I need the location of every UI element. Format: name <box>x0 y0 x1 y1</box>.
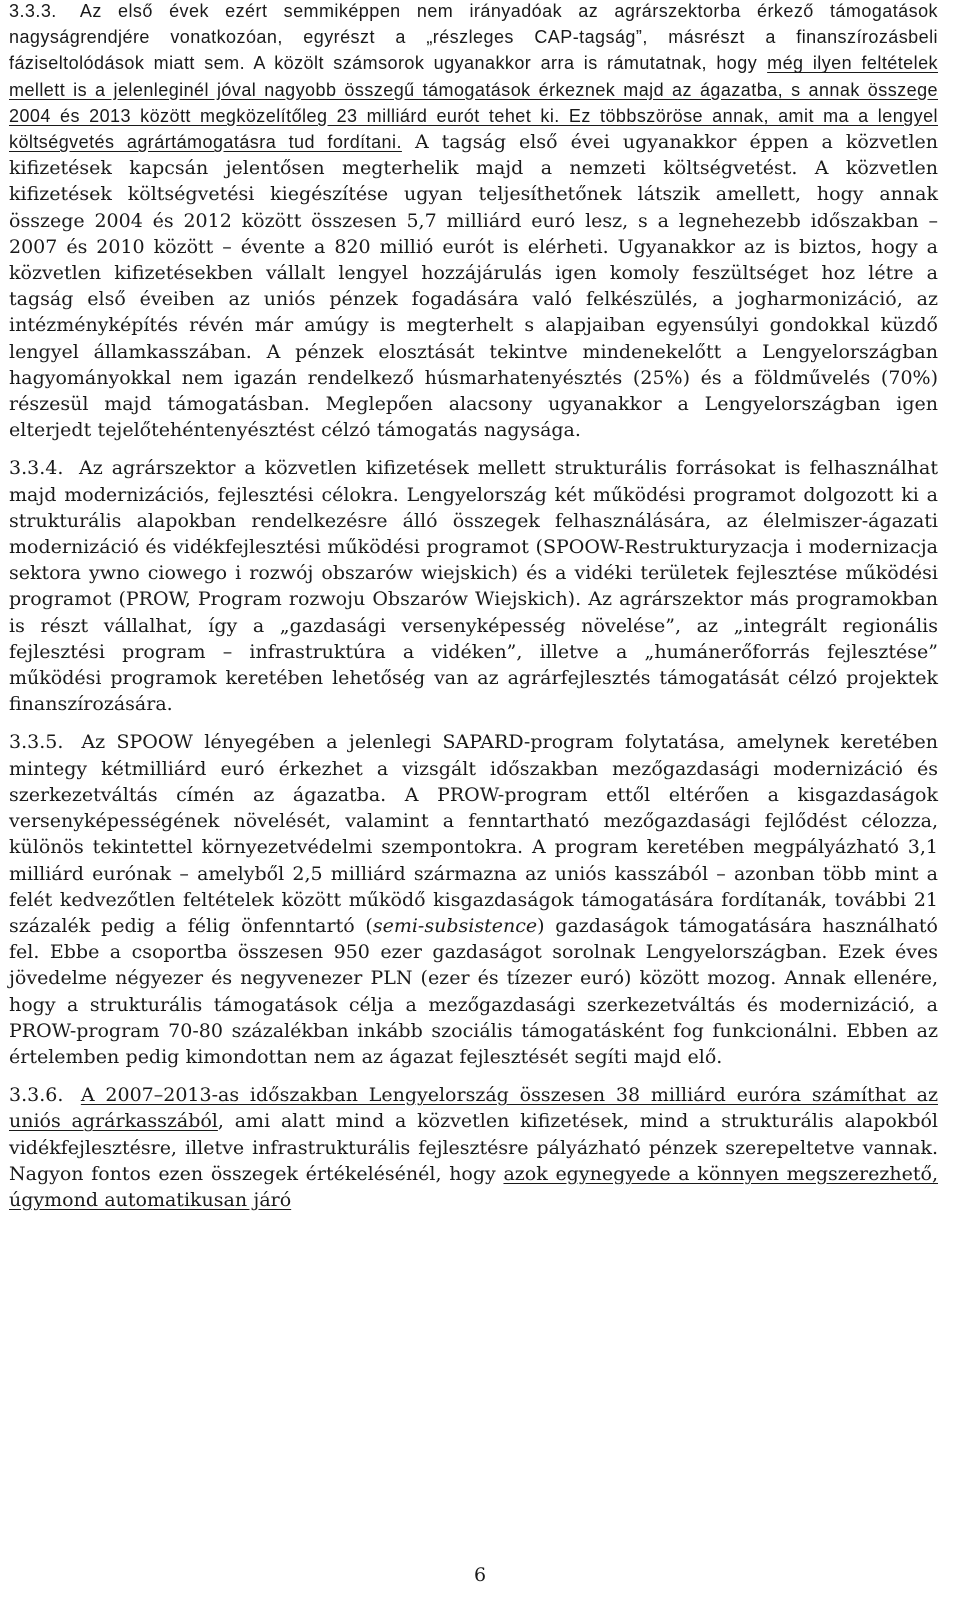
paragraph-3-3-4 <box>9 455 938 717</box>
section-number: 3.3.5. <box>9 731 64 754</box>
page-number: 6 <box>473 1564 487 1586</box>
paragraph-text: Az SPOOW lényegében a jelenlegi SAPARD-program folytatása, amelynek keretében mintegy kétmilliárd euró érkezhet a vizsgált időszakban mezőgazdasági modernizáció és szerkezetváltás címén az ágazatba. A PROW-program ettől eltérően a kisgazdaságok versenyképességének növelését, valamint a fenntartható mezőgazdasági fejlődést célozza, különös tekintettel környezetvédelmi szempontokra. A program keretében megpályázható 3,1 milliárd eurónak – amelyből 2,5 milliárd származna az uniós kasszából – azonban több mint a felét kedvezőtlen feltételek között működő kisgazdaságok támogatására fordítanák, további 21 százalék pedig a félig önfenntartó ( <box>9 731 938 937</box>
section-number: 3.3.4. <box>9 457 64 480</box>
section-number: 3.3.6. <box>9 1084 64 1107</box>
paragraph-text: , ami alatt mind a közvetlen kifizetések, mind a strukturális alapokból vidékfejlesztésre, illetve infrastrukturális fejlesztésre pályázható pénzek szerepeltetve vannak. Nagyon fontos ezen összegek értékelésénél, hogy <box>9 1110 938 1185</box>
paragraph-text: A tagság első évei ugyanakkor éppen a közvetlen kifizetések kapcsán jelentősen megterhelik majd a nemzeti költségvetést. A közvetlen kifizetések költségvetési kiegészítése ugyan teljesíthetőnek látszik amellett, hogy annak összege 2004 és 2012 között összesen 5,7 milliárd euró lesz, s a legnehezebb időszakban – 2007 és 2010 között – évente a 820 millió eurót is elérheti. Ugyanakkor az is biztos, hogy a közvetlen kifizetésekben vállalt lengyel hozzájárulás igen komoly feszültséget hoz létre a tagság első éveiben az uniós pénzek fogadására való felkészülés, a jogharmonizáció, az intézményképítés révén már amúgy is megterhelt s alapjaiban egyensúlyi gondokkal küzdő lengyel államkasszában. A pénzek elosztását tekintve mindenekelőtt a Lengyelországban hagyományokkal nem igazán rendelkező húsmarhatenyésztés (25%) és a földművelés (70%) részesül majd támogatásban. Meglepően alacsony ugyanakkor a Lengyelországban igen elterjedt tejelőtehéntenyésztést célzó támogatás nagysága. <box>9 131 938 442</box>
underlined-text: még ilyen feltételek mellett is a jelenleginél jóval nagyobb összegű támogatások érkeznek majd az ágazatba, s annak összege 2004 és 2013 között megközelítőleg 23 milliárd eurót tehet ki. Ez többszöröse annak, amit ma a lengyel költségvetés agrártámogatásra tud fordítani. <box>9 53 939 153</box>
paragraph-3-3-5 <box>9 729 938 1070</box>
underlined-text: azok egynegyede a könnyen megszerezhető, úgymond automatikusan járó <box>9 1162 938 1211</box>
paragraph-3-3-3 <box>9 0 938 443</box>
italic-term: semi-subsistence <box>372 914 538 937</box>
paragraph-text: Az agrárszektor a közvetlen kifizetések mellett strukturális forrásokat is felhasználhat majd modernizációs, fejlesztési célokra. Lengyelország két működési programot dolgozott ki a strukturális alapokban rendelkezésre álló összegek felhasználására, az élelmiszer-ágazati modernizáció és vidékfejlesztési működési programot (SPOOW-Restrukturyzacja i modernizacja sektora ywno ciowego i rozwój obszarów wiejskich) és a vidéki területek fejlesztése működési programot (PROW, Program rozwoju Obszarów Wiejskich). Az agrárszektor más programokban is részt vállalhat, így a „gazdasági versenyképesség növelése”, az „integrált regionális fejlesztési program – infrastruktúra a vidéken”, illetve a „humánerőforrás fejlesztése” működési programok keretében lehetőség van az agrárfejlesztés támogatását célzó projektek finanszírozására. <box>9 457 939 716</box>
paragraph-text: ) gazdaságok támogatására használható fel. Ebbe a csoportba összesen 950 ezer gazdaságot sorolnak Lengyelországban. Ezek éves jövedelme négyezer és negyvenezer PLN (ezer és tízezer euró) között mozog. Annak ellenére, hogy a strukturális támogatások célja a mezőgazdasági szerkezetváltás és modernizáció, a PROW-program 70-80 százalékban inkább szociális támogatásként fog funkcionálni. Ebben az értelemben pedig kimondottan nem az ágazat fejlesztését segíti majd elő. <box>9 914 938 1068</box>
document-page <box>9 0 938 1213</box>
section-number: 3.3.3. <box>9 1 57 21</box>
paragraph-3-3-6 <box>9 1082 938 1213</box>
paragraph-text: Az első évek ezért semmiképpen nem irányadóak az agrárszektorba érkező támogatások nagyságrendjére vonatkozóan, egyrészt a „részleges CAP-tagság”, másrészt a finanszírozásbeli fáziseltolódások miatt sem. A közölt számsorok ugyanakkor arra is rámutatnak, hogy <box>9 1 938 74</box>
underlined-text: A 2007–2013-as időszakban Lengyelország összesen 38 milliárd euróra számíthat az uniós agrárkasszából <box>9 1084 939 1133</box>
